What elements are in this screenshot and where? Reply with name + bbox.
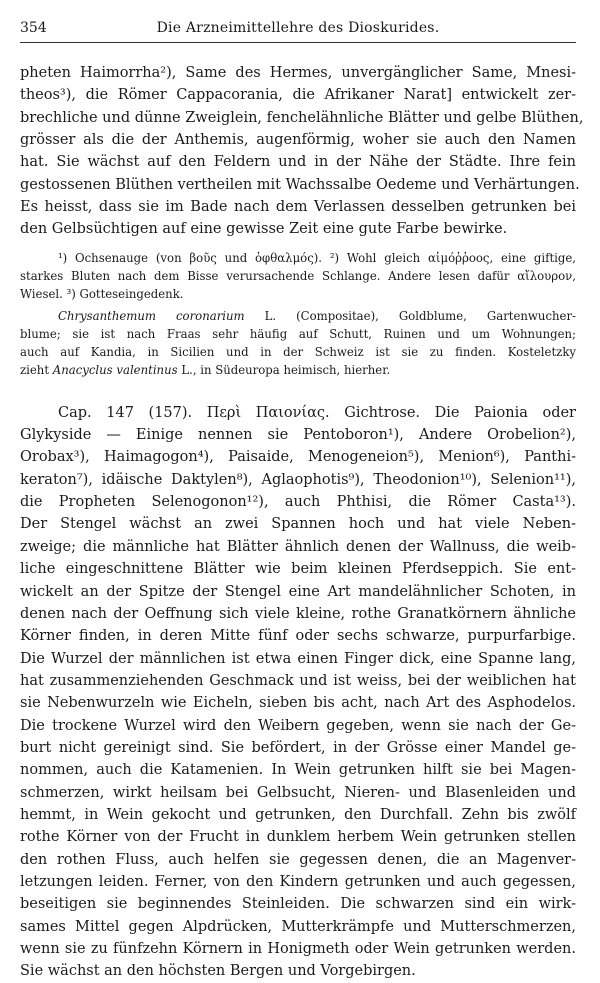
footnotes-block-1 <box>20 249 576 303</box>
text-line: den rothen Fluss, auch helfen sie gegessen denen, die an Magenver- <box>20 851 576 868</box>
paragraph-anthemis-continuation <box>20 62 584 241</box>
page <box>20 18 584 983</box>
text-line: hat zusammenziehenden Geschmack und ist weiss, bei der weiblichen hat <box>20 672 576 689</box>
chapter-heading-line: Cap. 147 (157). Περὶ Παιονίας. Gichtrose. Die Paionia oder <box>58 404 576 421</box>
text-line: Der Stengel wächst an zwei Spannen hoch und hat viele Neben- <box>20 516 576 533</box>
text-line: die Propheten Selenogonon¹²), auch Phthisi, die Römer Casta¹³). <box>20 494 576 511</box>
text-line: burt nicht gereinigt sind. Sie befördert, in der Grösse einer Mandel ge- <box>20 739 576 756</box>
page-number: 354 <box>20 20 47 36</box>
footnote-line: starkes Bluten nach dem Bisse verursachende Schlange. Andere lesen dafür αἴλουρον, <box>20 268 576 283</box>
text-line: nommen, auch die Katamenien. In Wein getrunken hilft sie bei Magen- <box>20 762 576 779</box>
text-line: hemmt, in Wein gekocht und getrunken, den Durchfall. Zehn bis zwölf <box>20 806 576 823</box>
text-line: Orobax³), Haimagogon⁴), Paisaide, Menogeneion⁵), Menion⁶), Panthi- <box>20 449 576 466</box>
text-line: grösser als die der Anthemis, augenförmig, woher sie auch den Namen <box>20 132 576 149</box>
text-line: brechliche und dünne Zweiglein, fenchelähnliche Blätter und gelbe Blüthen, <box>20 109 584 126</box>
footnotes-block-2 <box>20 307 576 379</box>
spacer <box>20 379 576 402</box>
footnote-line: zieht Anacyclus valentinus L., in Südeuropa heimisch, hierher. <box>20 362 391 377</box>
text-line: schmerzen, wirkt heilsam bei Gelbsucht, Nieren- und Blasenleiden und <box>20 784 576 801</box>
text-line: letzungen leiden. Ferner, von den Kindern getrunken und auch gegessen, <box>20 873 576 890</box>
text-line: Sie wächst an den höchsten Bergen und Vorgebirgen. <box>20 963 416 980</box>
text-line: den Gelbsüchtigen auf eine gewisse Zeit eine gute Farbe bewirke. <box>20 221 508 238</box>
text-line: Die trockene Wurzel wird den Weibern gegeben, wenn sie nach der Ge- <box>20 717 576 734</box>
page-body <box>20 62 584 983</box>
text-line: wickelt an der Spitze der Stengel eine Art mandelähnlicher Schoten, in <box>20 583 576 600</box>
text-line: sie Nebenwurzeln wie Eicheln, sieben bis acht, nach Art des Asphodelos. <box>20 695 576 712</box>
species-name: Chrysanthemum coronarium <box>58 308 245 323</box>
text-line: pheten Haimorrha²), Same des Hermes, unvergänglicher Same, Mnesi- <box>20 65 576 81</box>
footnote-line: ¹) Ochsenauge (von βοῦς und ὀφθαλμός). ²) Wohl gleich αἱμόῤῥοος, eine giftige, <box>58 250 576 265</box>
footnote-line: blume; sie ist nach Fraas sehr häufig auf Schutt, Ruinen und um Wohnungen; <box>20 326 576 341</box>
text-line: denen nach der Oeffnung sich viele kleine, rothe Granatkörnern ähnliche <box>20 605 576 622</box>
species-name: Anacyclus valentinus <box>52 362 178 377</box>
chapter-147-paionia <box>20 402 576 983</box>
spacer <box>20 241 576 249</box>
text-line: sames Mittel gegen Alpdrücken, Mutterkrämpfe und Mutterschmerzen, <box>20 918 576 935</box>
text-line: beseitigen sie beginnendes Steinleiden. Die schwarzen sind ein wirk- <box>20 896 576 913</box>
text-line: Glykyside — Einige nennen sie Pentoboron¹), Andere Orobelion²), <box>20 427 576 444</box>
text-line: rothe Körner von der Frucht in dunklem herbem Wein getrunken stellen <box>20 829 576 846</box>
header-rule <box>20 42 576 43</box>
text-line: zweige; die männliche hat Blätter ähnlich denen der Wallnuss, die weib- <box>20 538 576 555</box>
running-title: Die Arzneimittellehre des Dioskurides. <box>156 20 440 36</box>
text-line: Die Wurzel der männlichen ist etwa einen Finger dick, eine Spanne lang, <box>20 650 576 667</box>
text-line: hat. Sie wächst auf den Feldern und in der Nähe der Städte. Ihre fein <box>20 154 576 171</box>
page-header <box>20 18 576 42</box>
text-line: gestossenen Blüthen vertheilen mit Wachssalbe Oedeme und Verhärtungen. <box>20 176 580 193</box>
text-line: liche eingeschnittene Blätter wie beim kleinen Pferdseppich. Sie ent- <box>20 561 576 578</box>
text-line: wenn sie zu fünfzehn Körnern in Honigmeth oder Wein getrunken werden. <box>20 941 576 957</box>
text-line: Körner finden, in deren Mitte fünf oder sechs schwarze, purpurfarbige. <box>20 628 576 645</box>
footnote-line: auch auf Kandia, in Sicilien und in der Schweiz ist sie zu finden. Kosteletzky <box>20 344 576 359</box>
text-line: Es heisst, dass sie im Bade nach dem Verlassen desselben getrunken bei <box>20 199 576 216</box>
text-line: keraton⁷), idäische Daktylen⁸), Aglaophotis⁹), Theodonion¹⁰), Selenion¹¹), <box>20 471 576 488</box>
footnote-line: Chrysanthemum coronarium L. (Compositae), Goldblume, Gartenwucher- <box>58 308 576 323</box>
text-line: theos³), die Römer Cappacorania, die Afrikaner Narat] entwickelt zer- <box>20 87 576 104</box>
footnote-line: Wiesel. ³) Gotteseingedenk. <box>20 286 184 301</box>
